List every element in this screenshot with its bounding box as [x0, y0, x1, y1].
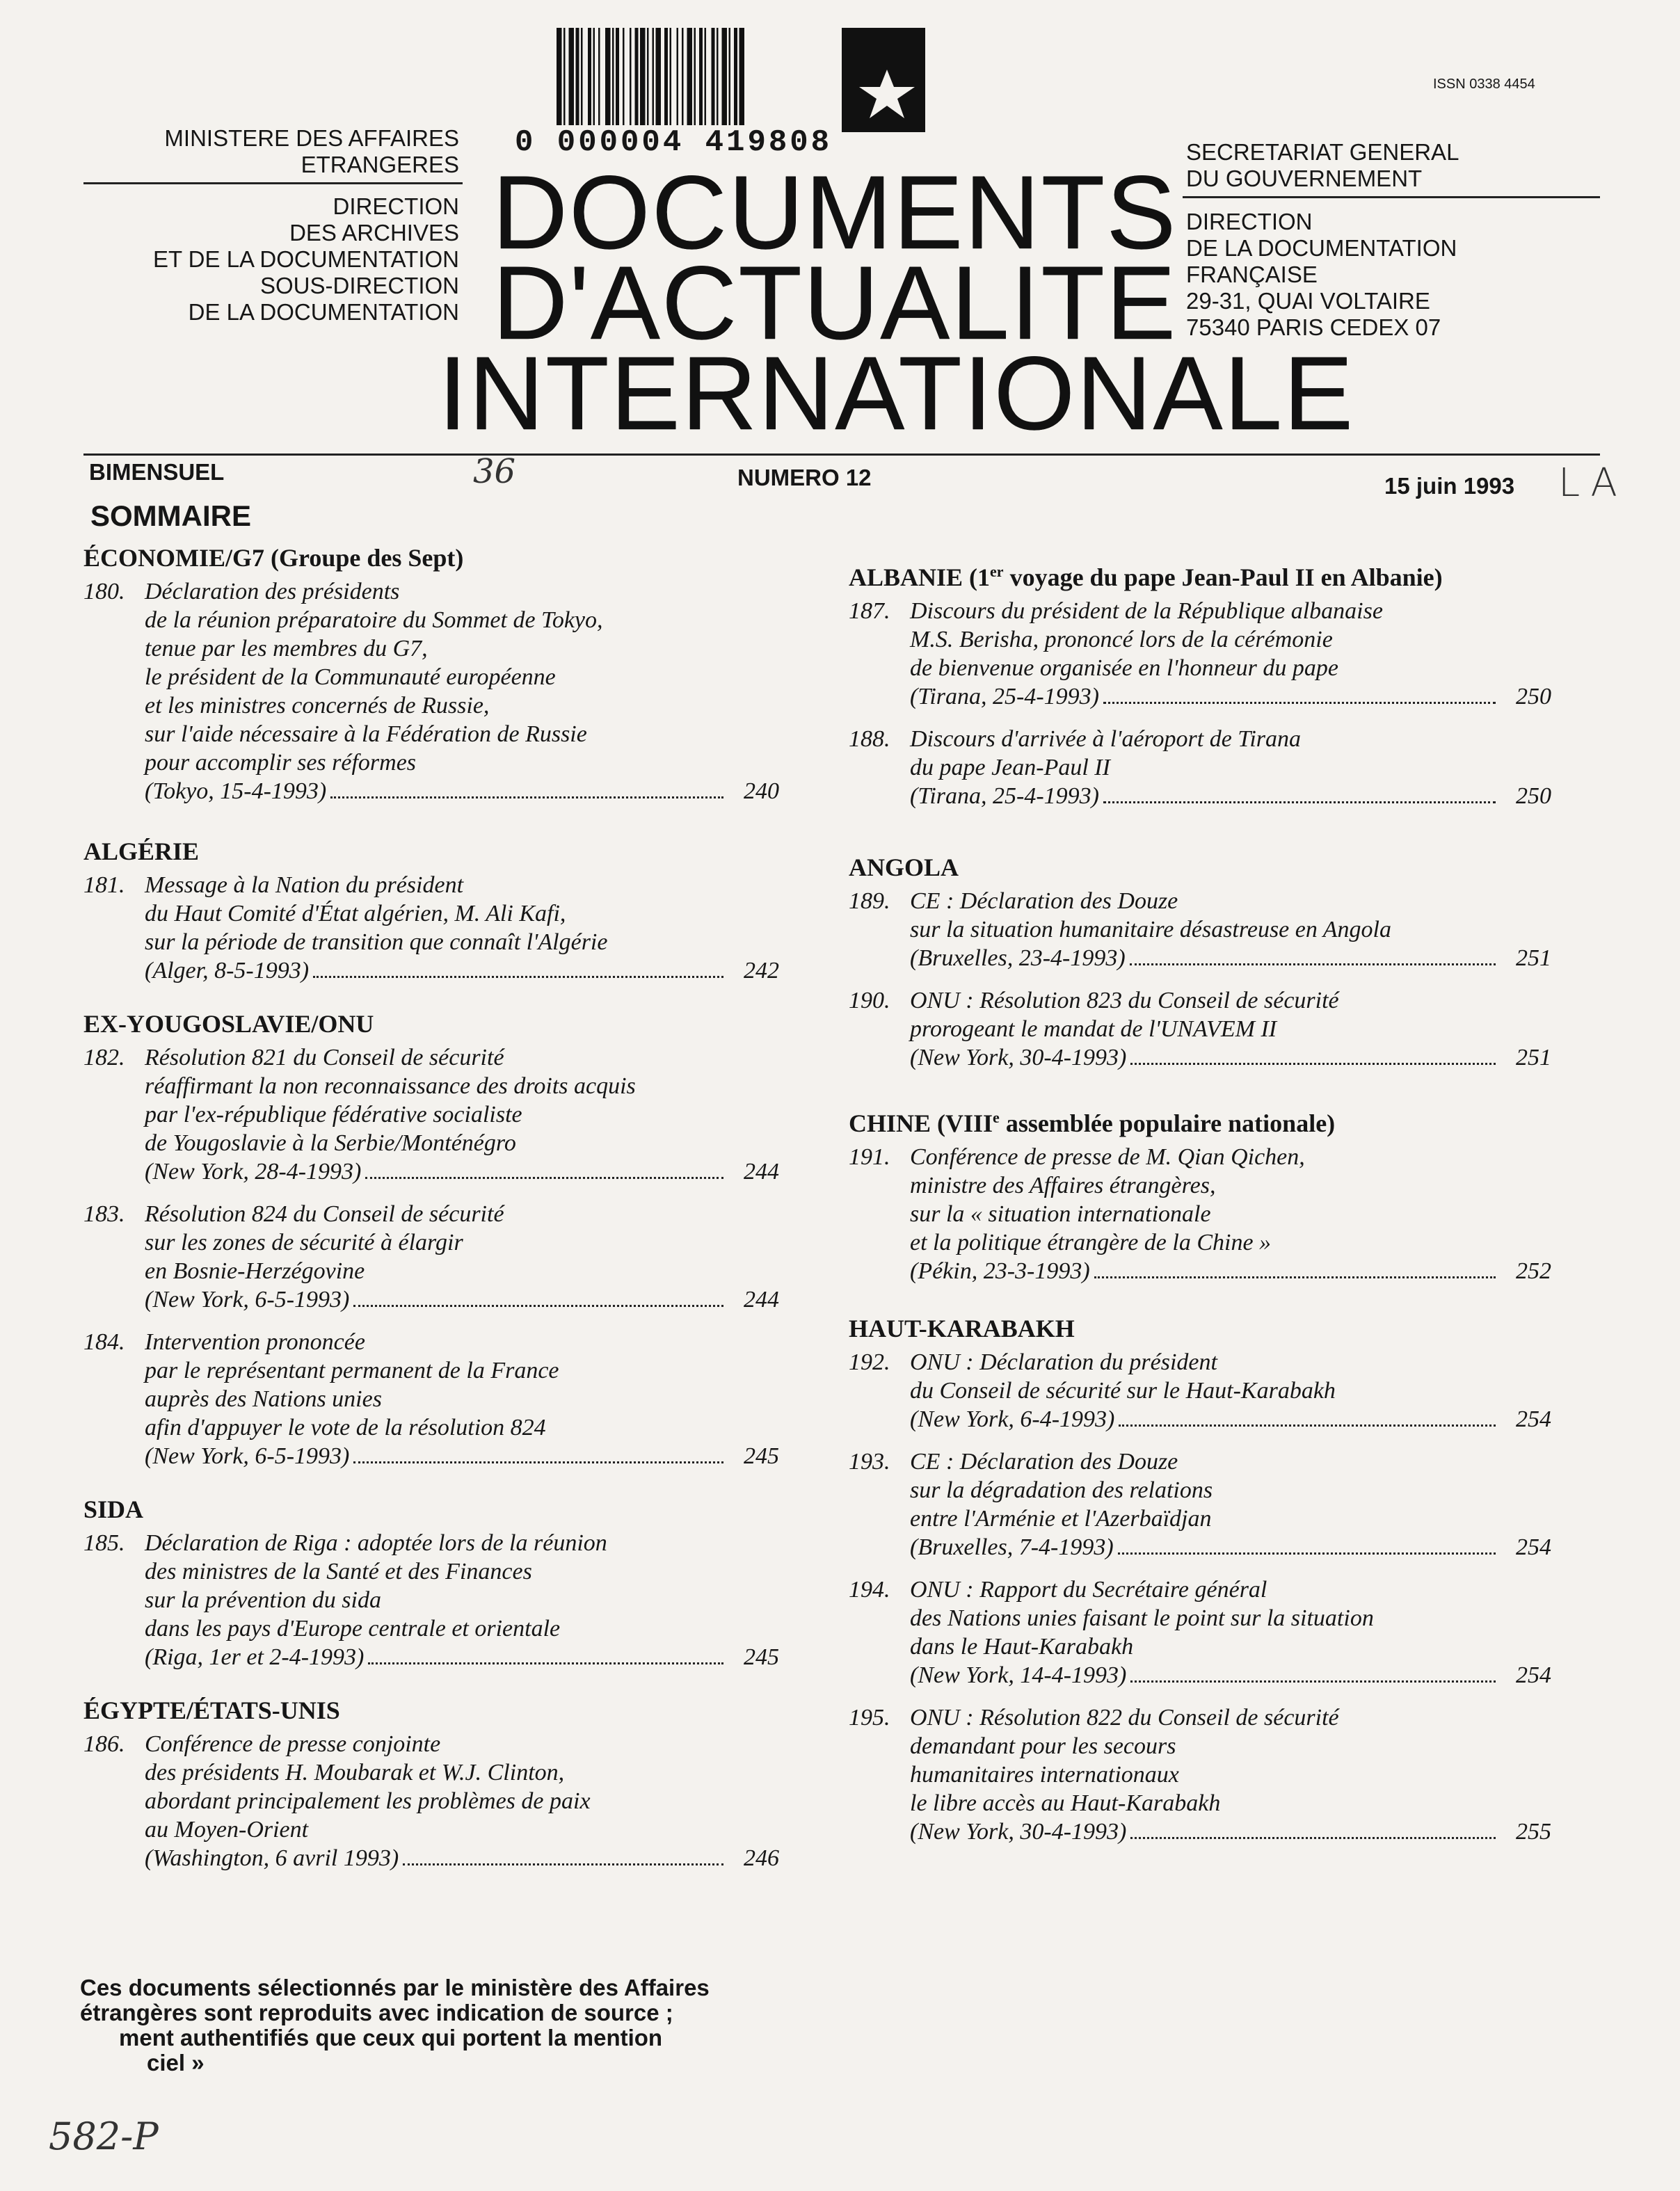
entry-line: sur les zones de sécurité à élargir	[145, 1230, 463, 1255]
contents-left-column	[83, 543, 779, 1896]
entry-source: (Riga, 1er et 2-4-1993)	[145, 1644, 365, 1670]
entry-line: sur la période de transition que connaît l'Algérie	[145, 929, 608, 955]
entry-line: du pape Jean-Paul II	[910, 755, 1110, 780]
entry-source: (New York, 6-5-1993)	[145, 1287, 350, 1313]
section-ex-yougoslavie-onu	[83, 1009, 779, 1470]
secretariat-name: SECRETARIAT GENERAL DU GOUVERNEMENT	[1186, 139, 1459, 191]
barcode-bar	[739, 28, 745, 125]
barcode-bar	[612, 28, 614, 125]
entry-line: prorogeant le mandat de l'UNAVEM II	[910, 1016, 1277, 1042]
entry-180	[83, 577, 779, 805]
entry-number: 181.	[83, 872, 125, 898]
leader-dots	[1119, 1424, 1496, 1427]
entry-number: 185.	[83, 1530, 125, 1556]
entry-line: par le représentant permanent de la France	[145, 1358, 559, 1383]
barcode-bar	[581, 28, 583, 125]
barcode-bar	[699, 28, 703, 125]
barcode-bar	[717, 28, 719, 125]
section-angola	[849, 852, 1551, 1072]
entry-page: 245	[744, 1644, 779, 1670]
entry-line: le président de la Communauté européenne	[145, 664, 556, 690]
barcode-bar	[588, 28, 591, 125]
leader-dots	[368, 1662, 723, 1664]
masthead-title: DOCUMENTS D'ACTUALITE INTERNATIONALE	[438, 154, 1355, 451]
barcode-bar	[576, 28, 579, 125]
entry-number: 191.	[849, 1144, 890, 1170]
entry-line: sur la dégradation des relations	[910, 1477, 1213, 1503]
leader-dots	[1130, 1680, 1496, 1683]
entry-line: humanitaires internationaux	[910, 1762, 1179, 1788]
leader-dots	[403, 1863, 723, 1865]
entry-number: 194.	[849, 1577, 890, 1603]
barcode-digits: 0 000004 419808	[515, 125, 833, 160]
section-title: HAUT-KARABAKH	[849, 1315, 1075, 1342]
entry-page: 252	[1516, 1258, 1551, 1284]
entry-number: 184.	[83, 1329, 125, 1355]
section-title: EX-YOUGOSLAVIE/ONU	[83, 1010, 374, 1038]
entry-line: Discours d'arrivée à l'aéroport de Tirana	[910, 726, 1301, 752]
entry-page: 246	[744, 1845, 779, 1871]
entry-line: M.S. Berisha, prononcé lors de la cérémonie	[910, 627, 1333, 652]
entry-number: 183.	[83, 1201, 125, 1227]
entry-190	[849, 986, 1551, 1072]
issue-date: 15 juin 1993	[1384, 473, 1515, 499]
leader-dots	[1130, 1837, 1496, 1839]
barcode-bar	[616, 28, 619, 125]
ministry-name: MINISTERE DES AFFAIRES ETRANGERES	[164, 125, 459, 177]
section-title: ALGÉRIE	[83, 837, 200, 865]
entry-187	[849, 597, 1551, 711]
entry-source: (Bruxelles, 23-4-1993)	[910, 945, 1126, 971]
entry-page: 250	[1516, 684, 1551, 709]
entry-page: 254	[1516, 1534, 1551, 1560]
leader-dots	[1094, 1276, 1496, 1278]
barcode-bar	[593, 28, 595, 125]
entry-number: 195.	[849, 1705, 890, 1731]
frequency-label: BIMENSUEL	[89, 459, 225, 485]
barcode-bar	[682, 28, 684, 125]
entry-188	[849, 725, 1551, 810]
footer-note: Ces documents sélectionnés par le ministère des Affaires étrangères sont reproduits avec indication de source ; ment authentifiés que ceux qui portent la mention ciel »	[80, 1975, 710, 2076]
entry-line: ONU : Résolution 822 du Conseil de sécurité	[910, 1705, 1339, 1731]
sommaire-title: SOMMAIRE	[90, 499, 251, 532]
entry-181	[83, 871, 779, 985]
entry-page: 250	[1516, 783, 1551, 809]
section-title: ÉGYPTE/ÉTATS-UNIS	[83, 1696, 340, 1724]
ministry-direction: DIRECTION DES ARCHIVES ET DE LA DOCUMENTATION SOUS-DIRECTION DE LA DOCUMENTATION	[152, 193, 459, 325]
leader-dots	[1130, 963, 1496, 965]
main-rule	[83, 454, 1600, 456]
entry-line: ONU : Résolution 823 du Conseil de sécurité	[910, 988, 1339, 1013]
entry-source: (New York, 14-4-1993)	[910, 1662, 1127, 1688]
entry-source: (New York, 30-4-1993)	[910, 1045, 1127, 1070]
barcode-bar	[569, 28, 575, 125]
entry-line: Discours du président de la République albanaise	[910, 598, 1383, 624]
barcode-bar	[712, 28, 715, 125]
entry-183	[83, 1200, 779, 1314]
barcode-bar	[630, 28, 632, 125]
barcode-bar	[557, 28, 562, 125]
handwritten-initials: LA	[1558, 460, 1627, 506]
handwritten-number: 36	[473, 452, 516, 491]
leader-dots	[1103, 801, 1496, 803]
barcode-bar	[722, 28, 728, 125]
entry-source: (Alger, 8-5-1993)	[145, 958, 310, 984]
entry-page: 242	[744, 958, 779, 984]
entry-191	[849, 1143, 1551, 1285]
entry-source: (Bruxelles, 7-4-1993)	[910, 1534, 1114, 1560]
entry-line: Résolution 821 du Conseil de sécurité	[145, 1045, 504, 1070]
entry-number: 187.	[849, 598, 890, 624]
contents-right-column	[849, 556, 1551, 1860]
entry-line: et les ministres concernés de Russie,	[145, 693, 490, 719]
barcode-bar	[734, 28, 737, 125]
leader-dots	[353, 1305, 723, 1307]
entry-source: (Tirana, 25-4-1993)	[910, 783, 1099, 809]
issue-number: NUMERO 12	[737, 465, 872, 490]
entry-number: 190.	[849, 988, 890, 1013]
section-title: SIDA	[83, 1495, 144, 1523]
entry-line: des Nations unies faisant le point sur la situation	[910, 1605, 1374, 1631]
entry-line: sur la situation humanitaire désastreuse en Angola	[910, 917, 1391, 942]
entry-source: (New York, 28-4-1993)	[145, 1159, 362, 1185]
section-algerie	[83, 836, 779, 985]
entry-186	[83, 1730, 779, 1872]
entry-line: de la réunion préparatoire du Sommet de Tokyo,	[145, 607, 603, 633]
entry-line: demandant pour les secours	[910, 1733, 1176, 1759]
entry-line: ONU : Rapport du Secrétaire général	[910, 1577, 1267, 1603]
entry-page: 244	[744, 1159, 779, 1185]
entry-189	[849, 887, 1551, 972]
entry-line: par l'ex-république fédérative socialiste	[145, 1102, 522, 1127]
entry-line: (Pékin, 23-3-1993)	[910, 1258, 1090, 1284]
leader-dots	[330, 796, 723, 798]
entry-page: 251	[1516, 1045, 1551, 1070]
entry-page: 254	[1516, 1406, 1551, 1432]
leader-dots	[1130, 1063, 1496, 1065]
entry-line: Déclaration des présidents	[145, 579, 400, 604]
left-rule	[83, 182, 463, 184]
entry-line: de bienvenue organisée en l'honneur du pape	[910, 655, 1338, 681]
entry-line: en Bosnie-Herzégovine	[145, 1258, 365, 1284]
entry-line: et la politique étrangère de la Chine »	[910, 1230, 1272, 1255]
section-title: ANGOLA	[849, 853, 959, 881]
section-haut-karabakh	[849, 1313, 1551, 1846]
entry-number: 192.	[849, 1349, 890, 1375]
entry-page: 254	[1516, 1662, 1551, 1688]
barcode-bar	[623, 28, 625, 125]
entry-line: CE : Déclaration des Douze	[910, 888, 1178, 914]
barcode-bar	[635, 28, 639, 125]
barcode-bar	[563, 28, 566, 125]
entry-line: Conférence de presse de M. Qian Qichen,	[910, 1144, 1305, 1170]
entry-line: sur la « situation internationale	[910, 1201, 1211, 1227]
entry-line: abordant principalement les problèmes de paix	[145, 1788, 591, 1814]
emblem-logo	[842, 28, 925, 132]
barcode-bar	[605, 28, 611, 125]
entry-184	[83, 1328, 779, 1470]
barcode-bar	[694, 28, 696, 125]
barcode-bar	[705, 28, 707, 125]
entry-line: CE : Déclaration des Douze	[910, 1449, 1178, 1475]
leader-dots	[313, 976, 723, 978]
barcode-bar	[664, 28, 668, 125]
entry-number: 180.	[83, 579, 125, 604]
documentation-address: DIRECTION DE LA DOCUMENTATION FRANÇAISE 29-31, QUAI VOLTAIRE 75340 PARIS CEDEX 07	[1186, 209, 1457, 340]
section-title: ALBANIE (1er voyage du pape Jean-Paul II en Albanie)	[849, 563, 1443, 591]
right-header	[1186, 139, 1603, 341]
entry-193	[849, 1447, 1551, 1562]
entry-line: Résolution 824 du Conseil de sécurité	[145, 1201, 504, 1227]
entry-source: (Washington, 6 avril 1993)	[145, 1845, 399, 1871]
section-title: CHINE (VIIIe assemblée populaire nationale)	[849, 1109, 1336, 1137]
leader-dots	[353, 1461, 723, 1463]
leader-dots	[1103, 702, 1496, 704]
handwritten-reference: 582-P	[49, 2114, 159, 2158]
entry-number: 188.	[849, 726, 890, 752]
barcode-bar	[640, 28, 646, 125]
entry-182	[83, 1043, 779, 1186]
entry-line: tenue par les membres du G7,	[145, 636, 428, 661]
barcode-bar	[653, 28, 655, 125]
entry-source: (New York, 6-4-1993)	[910, 1406, 1115, 1432]
entry-line: dans le Haut-Karabakh	[910, 1634, 1134, 1660]
entry-line: réaffirmant la non reconnaissance des droits acquis	[145, 1073, 636, 1099]
barcode-bar	[598, 28, 600, 125]
entry-page: 240	[744, 778, 779, 804]
barcode-bar	[670, 28, 672, 125]
entry-source: (New York, 30-4-1993)	[910, 1819, 1127, 1845]
entry-line: de Yougoslavie à la Serbie/Monténégro	[145, 1130, 516, 1156]
entry-page: 244	[744, 1287, 779, 1313]
entry-line: pour accomplir ses réformes	[145, 750, 417, 776]
entry-number: 186.	[83, 1731, 125, 1757]
entry-line: le libre accès au Haut-Karabakh	[910, 1790, 1221, 1816]
entry-195	[849, 1703, 1551, 1846]
issn: ISSN 0338 4454	[1433, 77, 1535, 92]
section-chine-viiie-assemblee-populair	[849, 1102, 1551, 1285]
entry-line: Message à la Nation du président	[145, 872, 464, 898]
leader-dots	[365, 1177, 723, 1179]
section-economie-g7-groupe-des-sept	[83, 543, 779, 805]
section-albanie-1er-voyage-du-pape-jea	[849, 556, 1551, 810]
right-rule	[1183, 196, 1600, 198]
entry-source: (New York, 6-5-1993)	[145, 1443, 350, 1469]
entry-number: 189.	[849, 888, 890, 914]
entry-line: du Conseil de sécurité sur le Haut-Karabakh	[910, 1378, 1336, 1404]
entry-source: (Tokyo, 15-4-1993)	[145, 778, 327, 804]
barcode-bar	[677, 28, 679, 125]
entry-page: 251	[1516, 945, 1551, 971]
entry-number: 182.	[83, 1045, 125, 1070]
leader-dots	[1118, 1552, 1496, 1555]
section-title: ÉCONOMIE/G7 (Groupe des Sept)	[83, 544, 464, 572]
entry-line: auprès des Nations unies	[145, 1386, 382, 1412]
entry-line: afin d'appuyer le vote de la résolution 824	[145, 1415, 546, 1440]
section-egypte-etats-unis	[83, 1695, 779, 1872]
entry-192	[849, 1348, 1551, 1434]
barcode-bar	[729, 28, 731, 125]
entry-line: entre l'Arménie et l'Azerbaïdjan	[910, 1506, 1212, 1532]
entry-185	[83, 1529, 779, 1671]
entry-194	[849, 1575, 1551, 1690]
entry-line: au Moyen-Orient	[145, 1817, 309, 1843]
barcode-bar	[656, 28, 662, 125]
entry-line: Conférence de presse conjointe	[145, 1731, 441, 1757]
entry-line: ONU : Déclaration du président	[910, 1349, 1217, 1375]
entry-line: dans les pays d'Europe centrale et orientale	[145, 1616, 561, 1642]
section-sida	[83, 1494, 779, 1671]
entry-line: sur la prévention du sida	[145, 1587, 381, 1613]
entry-line: (Tirana, 25-4-1993)	[910, 684, 1099, 709]
barcode-bar	[687, 28, 693, 125]
entry-line: des présidents H. Moubarak et W.J. Clinton,	[145, 1760, 565, 1785]
entry-line: du Haut Comité d'État algérien, M. Ali Kafi,	[145, 901, 566, 926]
entry-line: des ministres de la Santé et des Finances	[145, 1559, 532, 1584]
left-header	[83, 125, 459, 326]
barcode-bar	[647, 28, 649, 125]
entry-number: 193.	[849, 1449, 890, 1475]
entry-line: sur l'aide nécessaire à la Fédération de Russie	[145, 721, 587, 747]
entry-line: Déclaration de Riga : adoptée lors de la réunion	[145, 1530, 607, 1556]
entry-page: 245	[744, 1443, 779, 1469]
entry-line: Intervention prononcée	[145, 1329, 365, 1355]
entry-line: ministre des Affaires étrangères,	[910, 1173, 1216, 1198]
entry-page: 255	[1516, 1819, 1551, 1845]
